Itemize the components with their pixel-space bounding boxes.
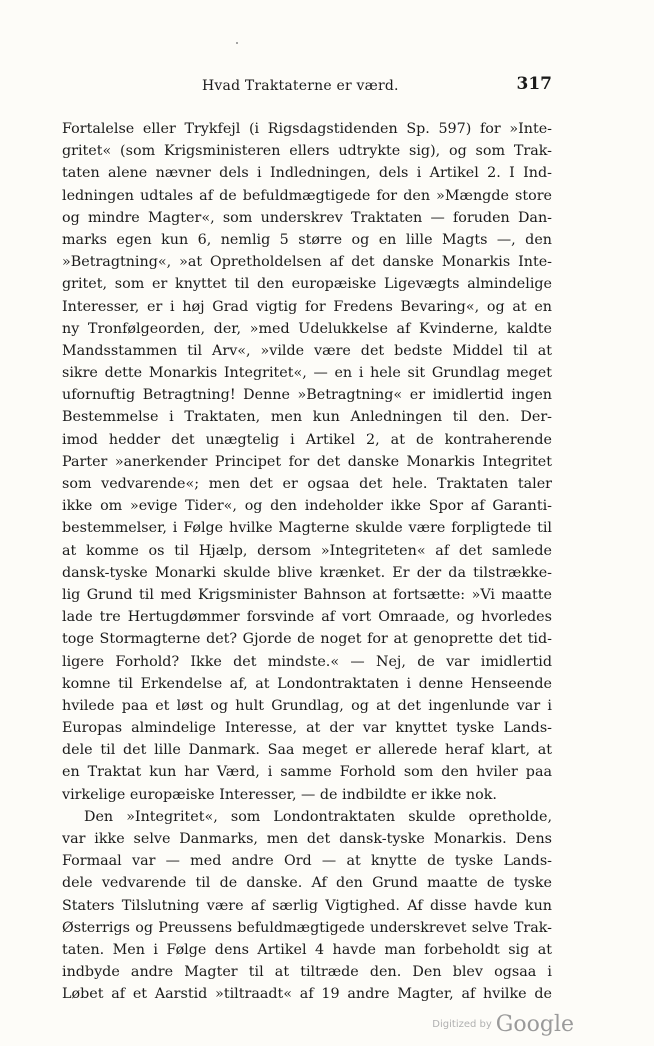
google-logo: Google bbox=[495, 1012, 574, 1037]
text-line: Mandsstammen til Arv«, »vilde være det bedste Middel til at bbox=[62, 342, 552, 359]
text-line: var ikke selve Danmarks, men det dansk-tyske Monarkis. Dens bbox=[62, 831, 552, 847]
text-line: ufornuftig Betragtning! Denne »Betragtning« er imidlertid ingen bbox=[62, 387, 552, 404]
text-line: en Traktat kun har Værd, i samme Forhold som den hviler paa bbox=[62, 764, 552, 781]
text-line: Løbet af et Aarstid »tiltraadt« af 19 andre Magter, af hvilke de bbox=[62, 986, 552, 1003]
text-line: Europas almindelige Interesse, at der var knyttet tyske Lands- bbox=[62, 720, 552, 737]
text-line: lade tre Hertugdømmer forsvinde af vort Omraade, og hvorledes bbox=[62, 609, 552, 626]
text-line: Fortalelse eller Trykfejl (i Rigsdagstidenden Sp. 597) for »Inte- bbox=[62, 121, 552, 137]
text-line: gritet, som er knyttet til den europæiske Ligevægts almindelige bbox=[62, 276, 552, 293]
digitized-by-label: Digitized by bbox=[432, 1019, 492, 1030]
text-line: lig Grund til med Krigsminister Bahnson at fortsætte: »Vi maatte bbox=[62, 586, 552, 603]
paper-speck bbox=[236, 42, 238, 44]
text-line: taten. Men i Følge dens Artikel 4 havde man forbeholdt sig at bbox=[62, 941, 552, 958]
text-line: Formaal var — med andre Ord — at knytte de tyske Lands- bbox=[62, 853, 552, 870]
text-line: ny Tronfølgeorden, der, »med Udelukkelse af Kvinderne, kaldte bbox=[62, 320, 552, 337]
running-title: Hvad Traktaterne er værd. bbox=[202, 78, 399, 94]
text-line: Interesser, er i høj Grad vigtig for Fredens Bevaring«, og at en bbox=[62, 298, 552, 315]
text-line: ligere Forhold? Ikke det mindste.« — Nej, de var imidlertid bbox=[62, 653, 552, 670]
text-line: dansk-tyske Monarki skulde blive krænket. Er der da tilstrække- bbox=[62, 564, 552, 581]
text-line: imod hedder det unægtelig i Artikel 2, at de kontraherende bbox=[62, 431, 552, 448]
text-line: taten alene nævner dels i Indledningen, dels i Artikel 2. I Ind- bbox=[62, 165, 552, 182]
text-line: hvilede paa et løst og hult Grundlag, og at det ingenlunde var i bbox=[62, 697, 552, 714]
text-line: Staters Tilslutning være af særlig Vigtighed. Af disse havde kun bbox=[62, 897, 552, 914]
text-line: Østerrigs og Preussens befuldmægtigede underskrevet selve Trak- bbox=[62, 919, 552, 936]
text-line: gritet« (som Krigsministeren ellers udtrykte sig), og som Trak- bbox=[62, 143, 552, 160]
text-line: ikke om »evige Tider«, og den indeholder ikke Spor af Garanti- bbox=[62, 498, 552, 515]
paragraph-start-line: Den »Integritet«, som Londontraktaten skulde opretholde, bbox=[84, 808, 552, 825]
text-line: marks egen kun 6, nemlig 5 større og en lille Magts —, den bbox=[62, 231, 552, 248]
body-text bbox=[62, 118, 552, 1006]
paragraph-end-line: virkelige europæiske Interesser, — de indbildte er ikke nok. bbox=[62, 786, 497, 803]
text-line: indbyde andre Magter til at tiltræde den. Den blev ogsaa i bbox=[62, 964, 552, 981]
page-header bbox=[62, 74, 552, 96]
text-line: komne til Erkendelse af, at Londontraktaten i denne Henseende bbox=[62, 675, 552, 692]
text-line: Parter »anerkender Principet for det danske Monarkis Integritet bbox=[62, 453, 552, 470]
text-line: at komme os til Hjælp, dersom »Integriteten« af det samlede bbox=[62, 542, 552, 559]
text-line: ledningen udtales af de befuldmægtigede for den »Mængde store bbox=[62, 187, 552, 204]
text-line: dele vedvarende til de danske. Af den Grund maatte de tyske bbox=[62, 875, 552, 892]
text-line: bestemmelser, i Følge hvilke Magterne skulde være forpligtede til bbox=[62, 520, 552, 537]
text-line: sikre dette Monarkis Integritet«, — en i hele sit Grundlag meget bbox=[62, 365, 552, 382]
text-line: Bestemmelse i Traktaten, men kun Anledningen til den. Der- bbox=[62, 409, 552, 426]
text-line: toge Stormagterne det? Gjorde de noget for at genoprette det tid- bbox=[62, 631, 552, 648]
digitized-watermark bbox=[432, 1012, 574, 1037]
text-line: dele til det lille Danmark. Saa meget er allerede heraf klart, at bbox=[62, 742, 552, 759]
text-line: som vedvarende«; men det er ogsaa det hele. Traktaten taler bbox=[62, 476, 552, 492]
page-number: 317 bbox=[516, 74, 552, 94]
text-line: og mindre Magter«, som underskrev Traktaten — foruden Dan- bbox=[62, 209, 552, 226]
text-line: »Betragtning«, »at Opretholdelsen af det danske Monarkis Inte- bbox=[62, 254, 552, 271]
